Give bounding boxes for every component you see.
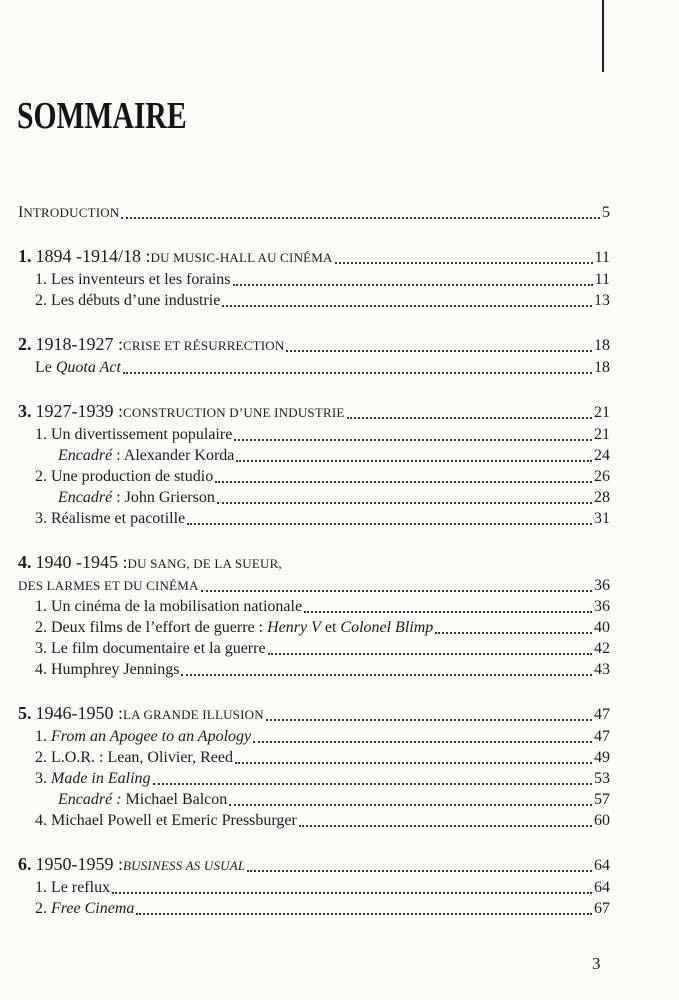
entry-text: Le [35, 359, 56, 376]
chapter-number: 5. [18, 703, 32, 723]
toc-section-entry [18, 747, 610, 768]
chapter-years: 1894 -1914/18 : [35, 246, 151, 266]
entry-text: et [320, 619, 341, 636]
chapter-number: 3. [18, 401, 32, 421]
toc-page-number: 53 [594, 770, 610, 787]
toc-entry-label [35, 596, 302, 617]
toc-entry-label [35, 898, 134, 919]
chapter-caption-line2: DES LARMES ET DU CINÉMA [18, 578, 199, 593]
entry-italic: Colonel Blimp [340, 619, 434, 636]
toc-entry-label [35, 466, 213, 487]
toc-page-number: 67 [594, 900, 610, 917]
toc-section-entry [18, 466, 610, 487]
entry-italic: Encadré : [58, 791, 122, 808]
toc-chapter-heading [18, 246, 610, 269]
toc-chapter-heading [18, 854, 610, 877]
toc-chapter-heading [18, 703, 610, 726]
entry-text: 1. [35, 728, 51, 745]
toc-smallcaps: NTRODUCTION [23, 205, 120, 220]
toc-entry-label [35, 357, 121, 378]
entry-text: 1. Les inventeurs et les forains [35, 271, 231, 288]
entry-text: Michael Balcon [121, 791, 228, 808]
chapter-number: 6. [18, 854, 32, 874]
toc-chapter-heading [18, 401, 610, 424]
toc-entry-introduction [18, 202, 610, 223]
entry-text: 1. Le reflux [35, 879, 111, 896]
toc-entry-label [35, 638, 266, 659]
dot-leader [253, 741, 592, 743]
entry-text: 3. Le film documentaire et la guerre [35, 640, 266, 657]
toc-page-number: 5 [602, 204, 610, 221]
chapter-caption: LA GRANDE ILLUSION [123, 707, 264, 722]
dot-leader [299, 825, 592, 827]
entry-text: 4. Humphrey Jennings [35, 661, 180, 678]
entry-text: 1. Un divertissement populaire [35, 426, 233, 443]
toc-section-entry [18, 596, 610, 617]
toc-section-entry [18, 617, 610, 638]
toc-entry-label [35, 659, 179, 680]
entry-text: 4. Michael Powell et Emeric Pressburger [35, 812, 297, 829]
toc-section-entry [18, 898, 610, 919]
dot-leader [187, 523, 592, 525]
dot-leader [112, 892, 592, 894]
toc-section-entry [18, 357, 610, 378]
toc-entry-label [35, 617, 433, 638]
toc-entry-label [35, 768, 151, 789]
toc-section-entry [18, 290, 610, 311]
entry-text: 2. Une production de studio [35, 468, 214, 485]
entry-italic: From an Apogee to an Apology [51, 728, 252, 745]
chapter-number: 2. [18, 334, 32, 354]
dot-leader [234, 439, 592, 441]
entry-text: 3. Réalisme et pacotille [35, 510, 186, 527]
toc-entry-label [35, 290, 220, 311]
dot-leader [304, 611, 592, 613]
toc-page-number: 36 [594, 577, 610, 594]
dot-leader [181, 674, 592, 676]
chapter-caption: CRISE ET RÉSURRECTION [123, 338, 285, 353]
toc-section-entry [18, 810, 610, 831]
toc-initial: I [18, 204, 24, 221]
toc-page-number: 21 [594, 426, 610, 443]
page-number: 3 [592, 954, 601, 973]
toc-page-number: 11 [594, 249, 610, 266]
toc-section-entry [18, 638, 610, 659]
dot-leader [435, 632, 592, 634]
toc-page-number: 11 [594, 271, 610, 288]
entry-text: 2. L.O.R. : Lean, Olivier, Reed [35, 749, 233, 766]
dot-leader [229, 804, 592, 806]
dot-leader [215, 481, 592, 483]
table-of-contents [18, 202, 610, 919]
dot-leader [268, 653, 592, 655]
dot-leader [201, 590, 592, 592]
dot-leader [335, 262, 593, 264]
entry-italic: Free Cinema [51, 900, 135, 917]
dot-leader [123, 372, 592, 374]
toc-entry-label [35, 424, 232, 445]
toc-entry-label [58, 789, 227, 810]
entry-italic: Encadré [58, 447, 113, 464]
dot-leader [286, 350, 592, 352]
chapter-number: 1. [18, 246, 32, 266]
toc-entry-label [35, 726, 251, 747]
toc-chapter-heading [18, 334, 610, 357]
toc-page-number: 31 [594, 510, 610, 527]
dot-leader [266, 719, 592, 721]
entry-italic: Encadré [58, 489, 113, 506]
entry-text: : John Grierson [112, 489, 215, 506]
toc-page-number: 64 [594, 857, 610, 874]
dot-leader [121, 217, 600, 219]
toc-boxed-entry [18, 445, 610, 466]
toc-page-number: 13 [594, 292, 610, 309]
entry-text: 2. Deux films de l’effort de guerre : [35, 619, 268, 636]
dot-leader [236, 460, 592, 462]
chapter-caption: CONSTRUCTION D’UNE INDUSTRIE [123, 405, 345, 420]
chapter-years: 1950-1959 : [35, 854, 123, 874]
toc-page-number: 24 [594, 447, 610, 464]
toc-section-entry [18, 269, 610, 290]
chapter-caption: BUSINESS AS USUAL [123, 858, 246, 873]
chapter-caption: DU SANG, DE LA SUEUR, [127, 556, 282, 571]
chapter-caption: DU MUSIC-HALL AU CINÉMA [150, 250, 333, 265]
entry-italic: Henry V [267, 619, 321, 636]
margin-rule [602, 0, 604, 72]
entry-italic: Quota Act [55, 359, 121, 376]
toc-page-number: 43 [594, 661, 610, 678]
toc-page-number: 60 [594, 812, 610, 829]
toc-page-number: 57 [594, 791, 610, 808]
entry-text: 3. [35, 770, 51, 787]
dot-leader [136, 913, 592, 915]
dot-leader [247, 870, 592, 872]
entry-text: 2. [35, 900, 51, 917]
toc-chapter-heading-continued [18, 575, 610, 596]
toc-page-number: 18 [594, 337, 610, 354]
toc-section-entry [18, 877, 610, 898]
chapter-years: 1946-1950 : [35, 703, 123, 723]
chapter-years: 1918-1927 : [35, 334, 123, 354]
toc-page-number: 28 [594, 489, 610, 506]
toc-page-number: 36 [594, 598, 610, 615]
toc-entry-label [35, 508, 185, 529]
toc-page-number: 42 [594, 640, 610, 657]
toc-page-number: 47 [594, 706, 610, 723]
dot-leader [235, 762, 592, 764]
toc-entry-label [35, 877, 110, 898]
toc-entry-label [35, 747, 233, 768]
toc-entry-label [18, 202, 119, 223]
toc-page-number: 26 [594, 468, 610, 485]
dot-leader [222, 305, 592, 307]
toc-page-number: 18 [594, 359, 610, 376]
chapter-years: 1940 -1945 : [35, 552, 128, 572]
toc-entry-label [35, 810, 297, 831]
toc-entry-label [58, 487, 215, 508]
entry-italic: Made in Ealing [51, 770, 151, 787]
page-title: SOMMAIRE [17, 95, 187, 137]
toc-entry-label [58, 445, 234, 466]
toc-section-entry [18, 726, 610, 747]
dot-leader [153, 783, 592, 785]
dot-leader [347, 417, 592, 419]
entry-text: 1. Un cinéma de la mobilisation nationale [35, 598, 303, 615]
toc-page-number: 47 [594, 728, 610, 745]
toc-page-number: 40 [594, 619, 610, 636]
toc-boxed-entry [18, 789, 610, 810]
toc-page-number: 21 [594, 404, 610, 421]
dot-leader [217, 502, 592, 504]
toc-section-entry [18, 768, 610, 789]
toc-page-number: 64 [594, 879, 610, 896]
entry-text: 2. Les débuts d’une industrie [35, 292, 221, 309]
toc-boxed-entry [18, 487, 610, 508]
toc-page-number: 49 [594, 749, 610, 766]
toc-section-entry [18, 659, 610, 680]
chapter-years: 1927-1939 : [35, 401, 123, 421]
toc-chapter-heading [18, 552, 610, 575]
chapter-number: 4. [18, 552, 32, 572]
toc-section-entry [18, 508, 610, 529]
toc-entry-label [35, 269, 231, 290]
toc-section-entry [18, 424, 610, 445]
dot-leader [233, 284, 593, 286]
entry-text: : Alexander Korda [112, 447, 235, 464]
